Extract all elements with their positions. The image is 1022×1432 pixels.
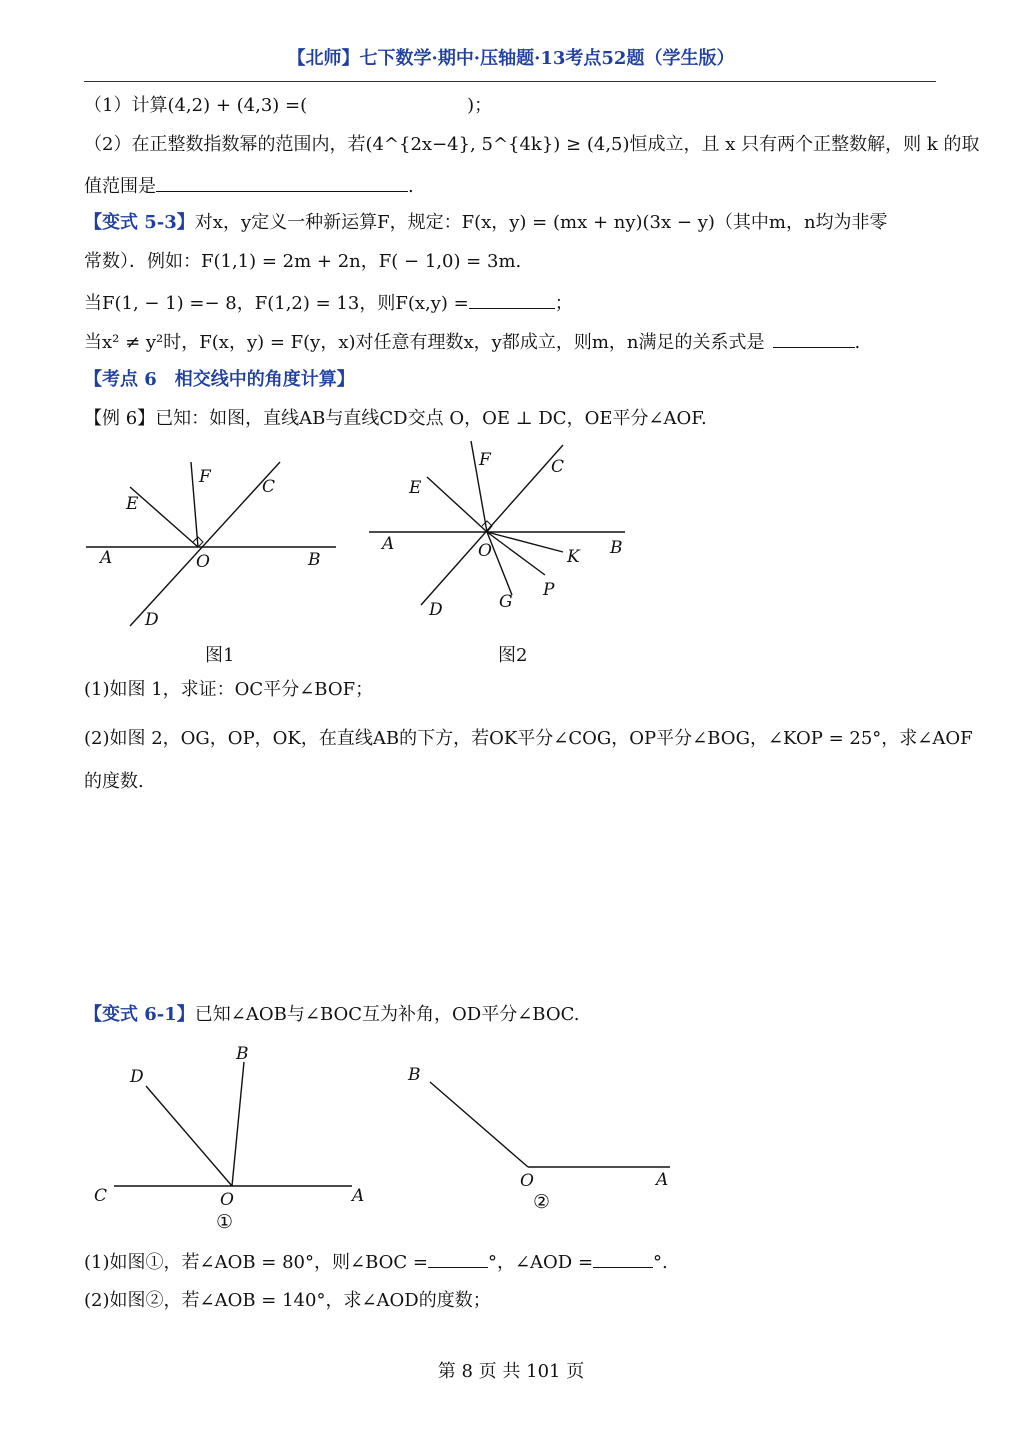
variant-6-1-part1 [84, 1249, 668, 1275]
q-part2-end: . [408, 176, 414, 197]
example-6-figure-2 [365, 435, 635, 620]
page-footer: 第 8 页 共 101 页 [437, 1361, 585, 1382]
label-F: F [199, 467, 211, 487]
ray-OE [427, 477, 487, 532]
figure-2-caption: ② [533, 1191, 551, 1213]
answer-blank [593, 1249, 653, 1268]
q-part2-line2 [84, 173, 414, 199]
label-C: C [94, 1186, 108, 1206]
example-6-part1: (1)如图 1，求证：OC平分∠BOF； [84, 679, 374, 700]
q-part1-text: （1）计算(4,2) + (4,3) =( [84, 95, 308, 116]
variant-6-1-part2: (2)如图②，若∠AOB = 140°，求∠AOD的度数； [84, 1290, 491, 1311]
variant-5-3-line3-end: ； [554, 293, 573, 314]
ray-OK [487, 532, 563, 552]
header-rule [84, 81, 936, 82]
variant-6-1-part1-text-b: °，∠AOD = [487, 1252, 594, 1273]
answer-blank [428, 1249, 488, 1268]
label-D: D [429, 600, 443, 620]
label-C: C [551, 457, 565, 477]
label-O: O [220, 1190, 234, 1210]
variant-5-3-line2: 常数）．例如：F(1,1) = 2m + 2n，F( − 1,0) = 3m. [84, 251, 522, 272]
label-D: D [130, 1067, 144, 1087]
answer-blank [469, 290, 555, 309]
label-P: P [543, 580, 555, 600]
variant-5-3-text4: 当x² ≠ y²时，F(x，y) = F(y，x)对任意有理数x，y都成立，则m，n满足的关系式是 [84, 332, 765, 353]
q-part1 [84, 94, 492, 118]
answer-blank [773, 329, 855, 348]
figure-1-caption: ① [216, 1211, 234, 1230]
example-6-part2-line2: 的度数. [84, 771, 144, 792]
q-part2-line1: （2）在正整数指数幂的范围内，若(4^{2x−4}, 5^{4k}) ≥ (4,5)恒成立，且 x 只有两个正整数解，则 k 的取 [84, 134, 980, 155]
variant-6-1-part1-text-c: °. [653, 1252, 668, 1273]
figure-1-caption: 图1 [205, 645, 235, 666]
example-6-figure-1 [80, 450, 350, 640]
figure-2-caption: 图2 [498, 645, 528, 666]
label-D: D [145, 610, 159, 630]
ray-OD [146, 1086, 232, 1186]
variant-6-1-text: 已知∠AOB与∠BOC互为补角，OD平分∠BOC. [194, 1004, 580, 1025]
ray-OB [232, 1062, 244, 1186]
label-O: O [520, 1171, 534, 1191]
variant-5-3-text1: 对x，y定义一种新运算F，规定：F(x，y) = (mx + ny)(3x − y)（其中m，n均为非零 [194, 212, 888, 233]
keypoint-6-title: 【考点 6 相交线中的角度计算】 [84, 369, 355, 390]
label-B: B [610, 538, 623, 558]
variant-5-3-line4 [84, 329, 860, 355]
q-part2-line2-text: 值范围是 [84, 176, 156, 197]
variant-6-1-tag: 【变式 6-1】 [84, 1004, 195, 1025]
variant-6-1-part1-text-a: (1)如图①，若∠AOB = 80°，则∠BOC = [84, 1252, 428, 1273]
q-part1-end: )； [467, 95, 493, 116]
label-E: E [126, 494, 139, 514]
label-E: E [409, 478, 422, 498]
label-O: O [196, 552, 210, 572]
example-6-text: 已知：如图，直线AB与直线CD交点 O，OE ⊥ DC，OE平分∠AOF. [155, 408, 707, 429]
label-C: C [262, 477, 276, 497]
label-O: O [478, 541, 492, 561]
variant-6-1-figure-1 [90, 1040, 380, 1230]
example-6-line [84, 407, 707, 431]
label-B: B [308, 550, 321, 570]
ray-OB [430, 1082, 528, 1167]
variant-5-3-line1 [84, 211, 888, 235]
variant-5-3-line4-end: . [854, 332, 861, 353]
label-G: G [499, 592, 513, 612]
variant-6-1-figure-2 [400, 1060, 690, 1220]
page-header: 【北师】七下数学·期中·压轴题·13考点52题（学生版） [287, 48, 735, 69]
variant-5-3-line3 [84, 290, 573, 316]
label-A: A [100, 548, 113, 568]
label-F: F [479, 450, 491, 470]
answer-blank [156, 173, 408, 192]
label-A: A [352, 1186, 365, 1206]
example-6-part2-line1: (2)如图 2，OG，OP，OK，在直线AB的下方，若OK平分∠COG，OP平分∠BOG，∠KOP = 25°，求∠AOF [84, 728, 973, 749]
label-B: B [408, 1065, 421, 1085]
variant-5-3-text3: 当F(1, − 1) =− 8，F(1,2) = 13，则F(x,y) = [84, 293, 469, 314]
line-CD [421, 445, 563, 605]
variant-6-1-line [84, 1003, 579, 1027]
variant-5-3-tag: 【变式 5-3】 [84, 212, 195, 233]
ray-OF [191, 462, 198, 547]
example-6-tag: 【例 6】 [84, 408, 156, 429]
label-A: A [382, 534, 395, 554]
label-K: K [567, 547, 580, 567]
label-B: B [236, 1044, 249, 1064]
label-A: A [656, 1170, 669, 1190]
ray-OE [130, 487, 198, 547]
